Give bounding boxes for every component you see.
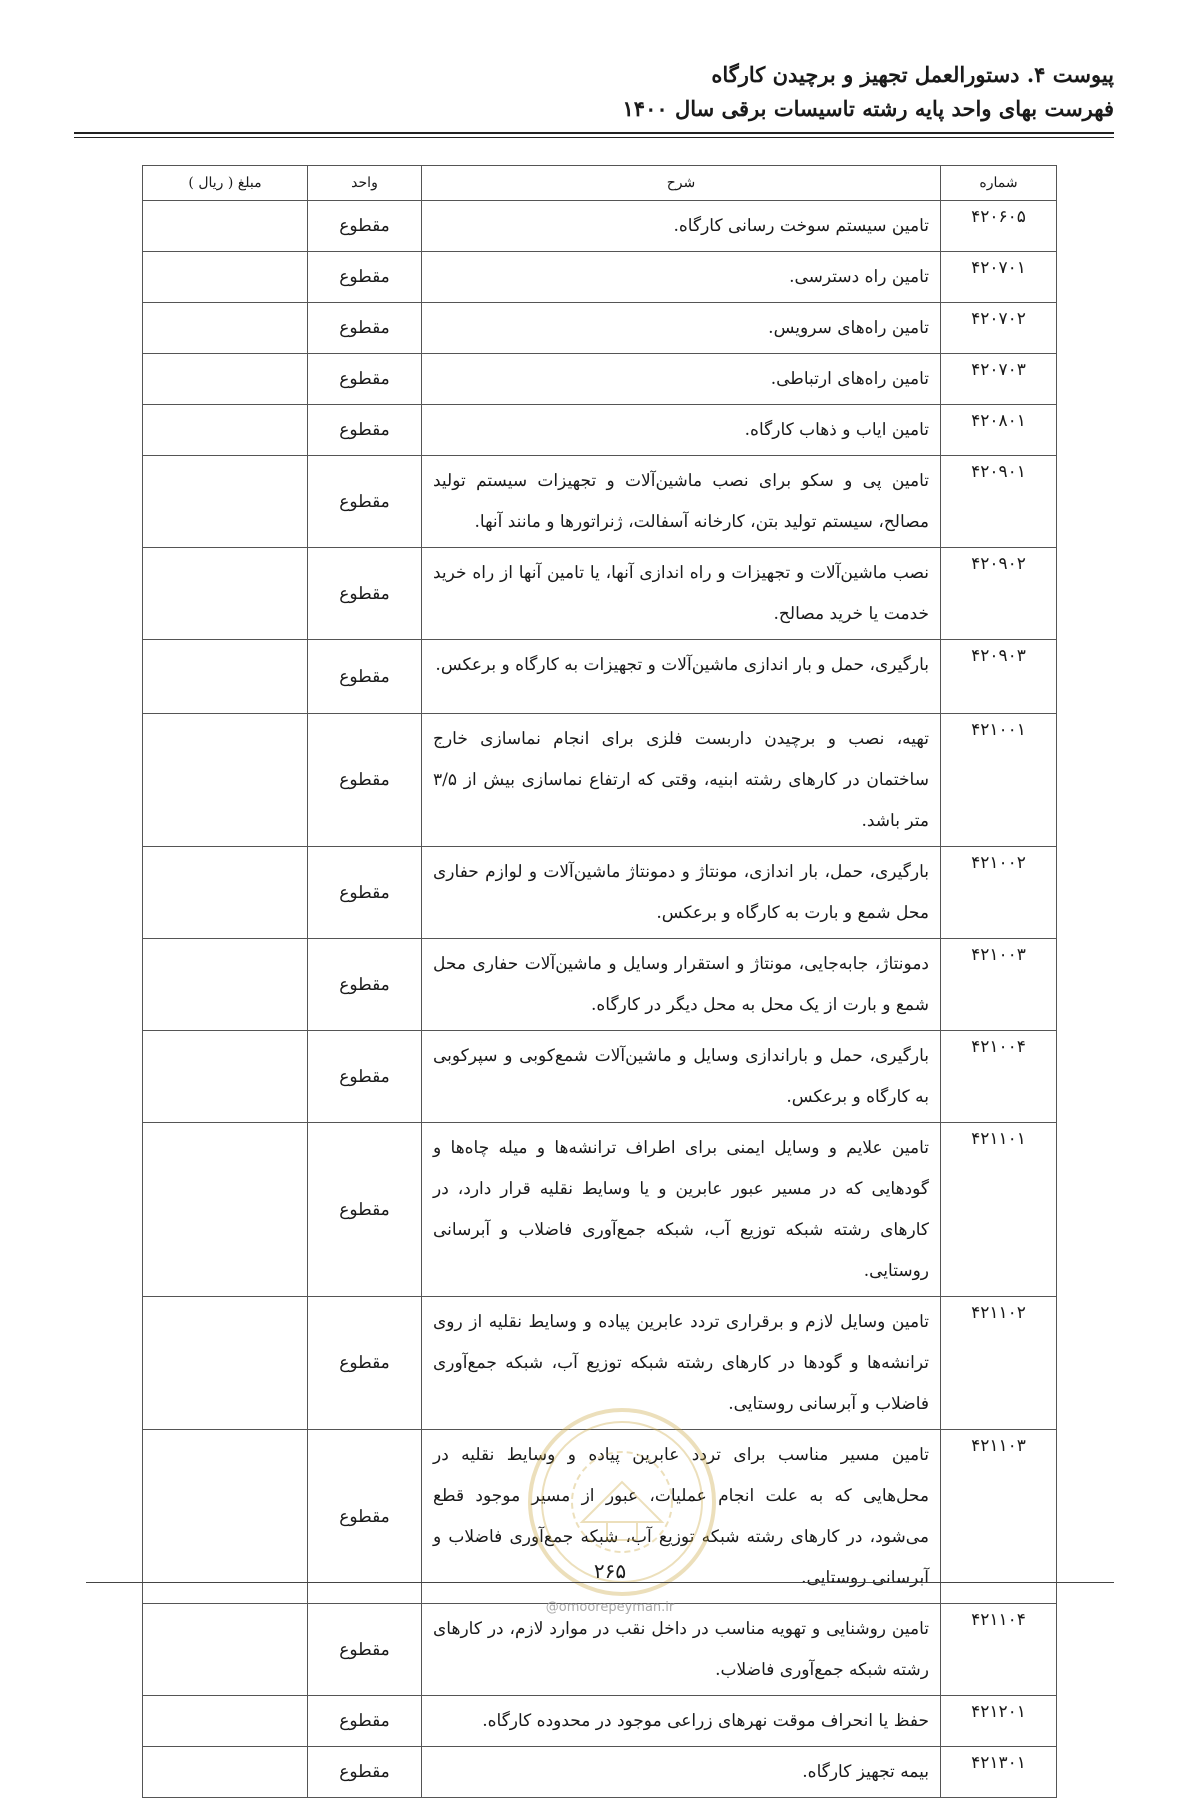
item-description: نصب ماشین‌آلات و تجهیزات و راه اندازی آنها، یا تامین آنها از راه خرید خدمت یا خرید مصالح. <box>422 548 941 640</box>
item-number: ۴۲۰۷۰۱ <box>941 252 1057 303</box>
table-row <box>143 1031 1057 1123</box>
table-row <box>143 303 1057 354</box>
item-description: تامین پی و سکو برای نصب ماشین‌آلات و تجهیزات سیستم تولید مصالح، سیستم تولید بتن، کارخانه آسفالت، ژنراتورها و مانند آنها. <box>422 456 941 548</box>
header-price-list-title: فهرست بهای واحد پایه رشته تاسیسات برقی سال ۱۴۰۰ <box>622 96 1114 121</box>
page-number: ۲۶۵ <box>593 1559 627 1583</box>
item-amount <box>143 1297 308 1430</box>
table-header-row <box>143 166 1057 201</box>
header-amount: مبلغ ( ریال ) <box>143 166 308 201</box>
item-description: دمونتاژ، جابه‌جایی، مونتاژ و استقرار وسایل و ماشین‌آلات حفاری محل شمع و بارت از یک محل به محل دیگر در کارگاه. <box>422 939 941 1031</box>
table-row <box>143 1123 1057 1297</box>
header-description: شرح <box>422 166 941 201</box>
header-unit: واحد <box>308 166 422 201</box>
item-amount <box>143 354 308 405</box>
table-row <box>143 939 1057 1031</box>
item-unit: مقطوع <box>308 252 422 303</box>
item-number: ۴۲۰۷۰۲ <box>941 303 1057 354</box>
item-unit: مقطوع <box>308 847 422 939</box>
item-number: ۴۲۰۹۰۲ <box>941 548 1057 640</box>
table-row <box>143 405 1057 456</box>
item-number: ۴۲۱۰۰۳ <box>941 939 1057 1031</box>
table-row <box>143 354 1057 405</box>
table-row <box>143 847 1057 939</box>
item-unit: مقطوع <box>308 640 422 714</box>
item-description: تامین روشنایی و تهویه مناسب در داخل نقب در موارد لازم، در کارهای رشته شبکه جمع‌آوری فاضلاب. <box>422 1604 941 1696</box>
item-unit: مقطوع <box>308 714 422 847</box>
item-unit: مقطوع <box>308 1123 422 1297</box>
table-row <box>143 1696 1057 1747</box>
table-row <box>143 456 1057 548</box>
item-number: ۴۲۰۸۰۱ <box>941 405 1057 456</box>
header-rule-thin <box>74 137 1114 138</box>
item-unit: مقطوع <box>308 548 422 640</box>
item-description: تامین راه دسترسی. <box>422 252 941 303</box>
item-unit: مقطوع <box>308 1604 422 1696</box>
item-description: بارگیری، حمل، بار اندازی، مونتاژ و دمونتاژ ماشین‌آلات و لوازم حفاری محل شمع و بارت به کارگاه و برعکس. <box>422 847 941 939</box>
item-number: ۴۲۱۰۰۲ <box>941 847 1057 939</box>
item-description: تامین ایاب و ذهاب کارگاه. <box>422 405 941 456</box>
item-number: ۴۲۱۰۰۴ <box>941 1031 1057 1123</box>
item-unit: مقطوع <box>308 1747 422 1798</box>
item-amount <box>143 1747 308 1798</box>
item-number: ۴۲۱۱۰۱ <box>941 1123 1057 1297</box>
item-amount <box>143 847 308 939</box>
item-amount <box>143 714 308 847</box>
table-row <box>143 1747 1057 1798</box>
item-unit: مقطوع <box>308 405 422 456</box>
item-description: حفظ یا انحراف موقت نهرهای زراعی موجود در محدوده کارگاه. <box>422 1696 941 1747</box>
table-row <box>143 714 1057 847</box>
item-unit: مقطوع <box>308 201 422 252</box>
item-unit: مقطوع <box>308 1430 422 1604</box>
item-amount <box>143 201 308 252</box>
item-description: تامین سیستم سوخت رسانی کارگاه. <box>422 201 941 252</box>
item-amount <box>143 1430 308 1604</box>
item-amount <box>143 1031 308 1123</box>
item-description: تهیه، نصب و برچیدن داربست فلزی برای انجام نماسازی خارج ساختمان در کارهای رشته ابنیه، وقتی که ارتفاع نماسازی بیش از ۳/۵ متر باشد. <box>422 714 941 847</box>
item-unit: مقطوع <box>308 456 422 548</box>
item-amount <box>143 548 308 640</box>
item-amount <box>143 456 308 548</box>
table-row <box>143 1604 1057 1696</box>
item-number: ۴۲۰۹۰۱ <box>941 456 1057 548</box>
item-number: ۴۲۱۳۰۱ <box>941 1747 1057 1798</box>
item-amount <box>143 303 308 354</box>
item-description: بارگیری، حمل و باراندازی وسایل و ماشین‌آلات شمع‌کوبی و سپرکوبی به کارگاه و برعکس. <box>422 1031 941 1123</box>
item-unit: مقطوع <box>308 354 422 405</box>
item-amount <box>143 1123 308 1297</box>
item-unit: مقطوع <box>308 1297 422 1430</box>
item-unit: مقطوع <box>308 1696 422 1747</box>
header-number: شماره <box>941 166 1057 201</box>
page-header <box>74 58 1114 126</box>
item-unit: مقطوع <box>308 1031 422 1123</box>
item-description: بارگیری، حمل و بار اندازی ماشین‌آلات و تجهیزات به کارگاه و برعکس. <box>422 640 941 714</box>
table-row <box>143 640 1057 714</box>
item-amount <box>143 405 308 456</box>
item-description: تامین وسایل لازم و برقراری تردد عابرین پیاده و وسایط نقلیه از روی ترانشه‌ها و گودها در کارهای رشته شبکه توزیع آب، شبکه جمع‌آوری فاضلاب و آبرسانی روستایی. <box>422 1297 941 1430</box>
item-description: تامین راه‌های سرویس. <box>422 303 941 354</box>
table-row <box>143 548 1057 640</box>
table-row <box>143 201 1057 252</box>
header-appendix-title: پیوست ۴. دستورالعمل تجهیز و برچیدن کارگاه <box>711 62 1114 87</box>
item-amount <box>143 1696 308 1747</box>
item-number: ۴۲۱۱۰۲ <box>941 1297 1057 1430</box>
item-number: ۴۲۱۰۰۱ <box>941 714 1057 847</box>
item-amount <box>143 252 308 303</box>
item-amount <box>143 640 308 714</box>
item-description: بیمه تجهیز کارگاه. <box>422 1747 941 1798</box>
item-amount <box>143 1604 308 1696</box>
footer-rule <box>86 1582 1114 1583</box>
header-rule-thick <box>74 132 1114 134</box>
item-number: ۴۲۱۲۰۱ <box>941 1696 1057 1747</box>
item-description: تامین مسیر مناسب برای تردد عابرین پیاده و وسایط نقلیه در محل‌هایی که به علت انجام عملیات، عبور از مسیر موجود قطع می‌شود، در کارهای رشته شبکه توزیع آب، شبکه جمع‌آوری فاضلاب و آبرسانی روستایی. <box>422 1430 941 1604</box>
item-amount <box>143 939 308 1031</box>
item-description: تامین راه‌های ارتباطی. <box>422 354 941 405</box>
item-number: ۴۲۱۱۰۳ <box>941 1430 1057 1604</box>
item-number: ۴۲۰۹۰۳ <box>941 640 1057 714</box>
item-number: ۴۲۰۶۰۵ <box>941 201 1057 252</box>
item-unit: مقطوع <box>308 303 422 354</box>
item-number: ۴۲۱۱۰۴ <box>941 1604 1057 1696</box>
item-number: ۴۲۰۷۰۳ <box>941 354 1057 405</box>
item-unit: مقطوع <box>308 939 422 1031</box>
website-watermark: @omoorepeyman.ir <box>545 1600 675 1615</box>
item-description: تامین علایم و وسایل ایمنی برای اطراف ترانشه‌ها و میله چاه‌ها و گودهایی که در مسیر عبور عابرین و یا وسایط نقلیه قرار دارد، در کارهای رشته شبکه توزیع آب، شبکه جمع‌آوری فاضلاب و آبرسانی روستایی. <box>422 1123 941 1297</box>
table-row <box>143 252 1057 303</box>
